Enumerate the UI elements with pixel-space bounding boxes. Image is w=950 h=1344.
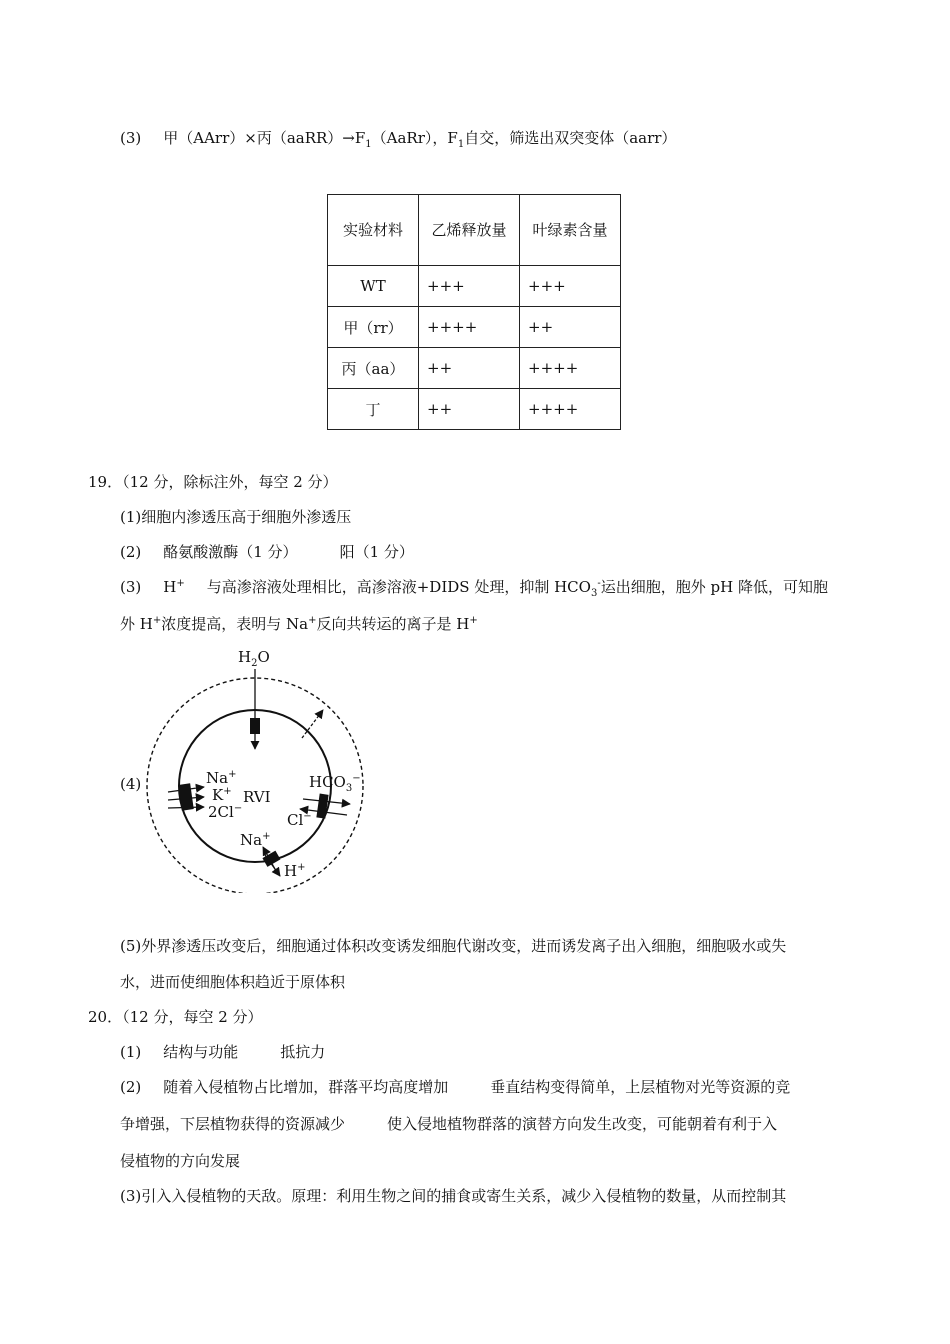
nhe-exchanger [262,851,280,867]
q19-part1: (1)细胞内渗透压高于细胞外渗透压 [120,508,352,526]
table-cell: ++ [419,389,520,430]
table-header-cell: 乙烯释放量 [419,195,520,266]
q18-part3: (3) 甲（AArr）×丙$(aaRR)\to F_1(AaRr)$，$F_1$自交，筛选出双突变体（aarr） [120,129,677,150]
q19-part2: (2) 酪氨酸激酶（1 分） 阳（1 分） [120,543,414,561]
nkcc-cotransporter [178,783,194,810]
result-table [327,194,621,430]
table-cell: ++ [419,348,520,389]
q20-heading: 20．（12 分，每空 2 分） [88,1008,263,1026]
q20-part1: (1) 结构与功能 抵抗力 [120,1043,326,1061]
table-cell: +++ [419,266,520,307]
table-row [328,389,621,430]
q20-part2-line1: (2) 随着入侵植物占比增加，群落平均高度增加 垂直结构变得简单，上层植物对光等资源的竞 [120,1078,791,1096]
table-cell: +++ [520,266,621,307]
table-cell: WT [328,266,419,307]
rvi-label: RVI [243,788,271,806]
q20-part2-line2: 争增强，下层植物获得的资源减少 使入侵地植物群落的演替方向发生改变，可能朝着有利于入 [120,1115,778,1133]
h-label: H+ [284,862,306,880]
table-row [328,348,621,389]
cl2-label: 2Cl− [208,803,243,821]
na-label: Na+ [206,769,237,787]
q18-part3-num: (3) [120,129,142,147]
swelling-arrow [302,710,323,738]
table-cell: 丁 [328,389,419,430]
h2o-label: $H_2O$ [238,648,270,669]
aquaporin-channel [250,718,260,734]
q19-part5-line2: 水，进而使细胞体积趋近于原体积 [120,973,346,991]
table-header-cell: 实验材料 [328,195,419,266]
q19-heading: 19．（12 分，除标注外，每空 2 分） [88,473,338,491]
table-row [328,307,621,348]
table-cell: ++ [520,307,621,348]
table-cell: ++++ [419,307,520,348]
q20-part2-line3: 侵植物的方向发展 [120,1152,241,1170]
table-row [328,266,621,307]
table-header-cell: 叶绿素含量 [520,195,621,266]
q20-part3: (3)引入入侵植物的天敌。原理：利用生物之间的捕食或寄生关系，减少入侵植物的数量，从而控制其 [120,1187,787,1205]
na2-label: Na+ [240,831,271,849]
table-cell: ++++ [520,348,621,389]
q19-part5-line1: (5)外界渗透压改变后，细胞通过体积改变诱发细胞代谢改变，进而诱发离子出入细胞，细胞吸水或失 [120,937,787,955]
q19-part3-line2: 外 H+浓度提高，表明与 Na+反向共转运的离子是 H+ [120,615,478,633]
table-cell: ++++ [520,389,621,430]
q19-part3-line1: (3) H+ 与高渗溶液处理相比，高渗溶液+DIDS 处理，抑制 $HCO_3^-$运出细胞，胞外 pH 降低，可知胞 [120,578,828,599]
table-header-row [328,195,621,266]
table-cell: 丙（aa） [328,348,419,389]
anion-exchanger [316,794,328,819]
q19-part4-num: (4) [120,775,142,793]
table-cell: 甲（rr） [328,307,419,348]
k-label: K+ [212,786,232,804]
cl-label: Cl− [287,811,312,829]
cell-volume-diagram [140,643,380,893]
hco3-label: $HCO_3^-$ [309,773,361,794]
